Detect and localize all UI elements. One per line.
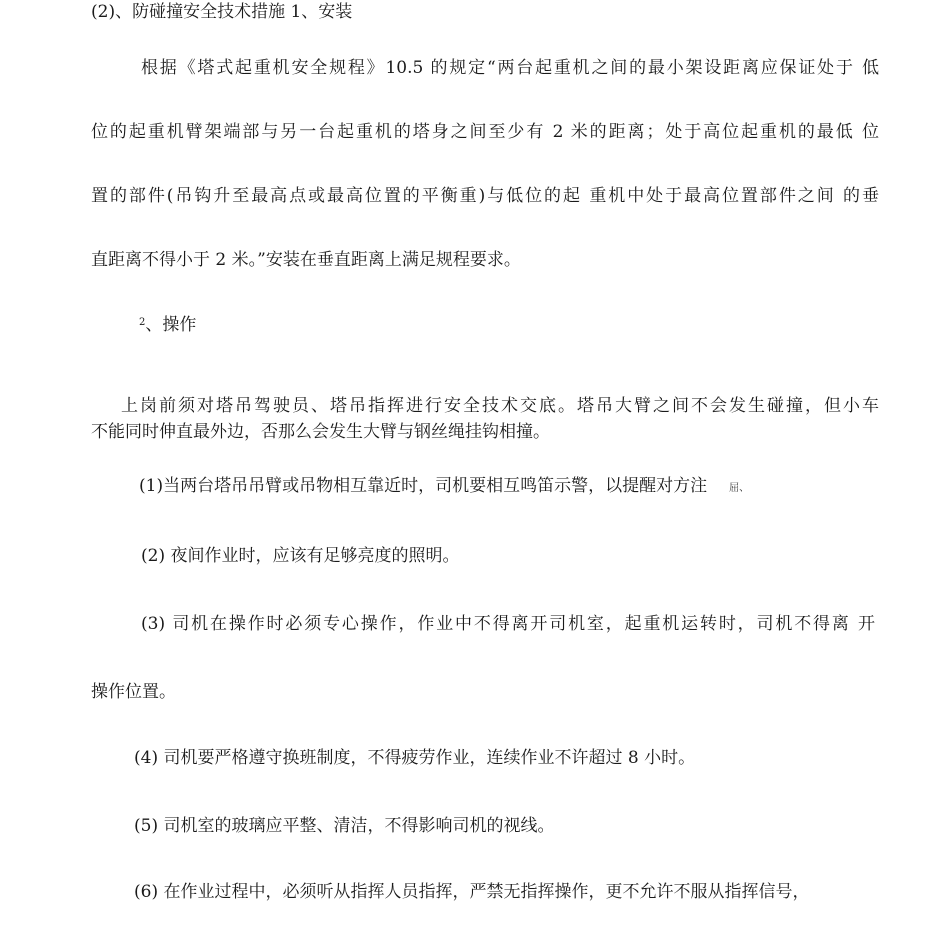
- list-item: (5) 司机室的玻璃应平整、清洁，不得影响司机的视线。: [134, 816, 555, 836]
- list-item-note: 屈、: [729, 483, 750, 494]
- paragraph-line: 位的起重机臂架端部与另一台起重机的塔身之间至少有 2 米的距离；处于高位起重机的最低 位: [91, 122, 879, 142]
- section-number: 2: [139, 317, 146, 328]
- list-item-continuation: 操作位置。: [91, 682, 176, 702]
- list-item: (4) 司机要严格遵守换班制度，不得疲劳作业，连续作业不许超过 8 小时。: [134, 748, 696, 768]
- list-item: (6) 在作业过程中，必须听从指挥人员指挥，严禁无指挥操作，更不允许不服从指挥信号，: [134, 882, 810, 902]
- paragraph-line: 直距离不得小于 2 米。”安装在垂直距离上满足规程要求。: [91, 250, 521, 270]
- paragraph-line: 不能同时伸直最外边，否那么会发生大臂与钢丝绳挂钩相撞。: [91, 422, 550, 442]
- list-item: (3) 司机在操作时必须专心操作，作业中不得离开司机室，起重机运转时，司机不得离 开: [141, 614, 875, 634]
- paragraph-line: 置的部件(吊钩升至最高点或最高位置的平衡重)与低位的起 重机中处于最高位置部件之间 的垂: [91, 186, 879, 206]
- list-item: (2) 夜间作业时，应该有足够亮度的照明。: [141, 546, 460, 566]
- section-label: 、操作: [145, 315, 197, 335]
- list-item-text: (1)当两台塔吊吊臂或吊物相互靠近时，司机要相互鸣笛示警，以提醒对方注: [139, 476, 708, 496]
- section-title: [139, 313, 929, 337]
- list-item: [139, 474, 859, 501]
- paragraph-line: 上岗前须对塔吊驾驶员、塔吊指挥进行安全技术交底。塔吊大臂之间不会发生碰撞，但小车: [121, 396, 879, 416]
- section-heading: (2)、防碰撞安全技术措施 1、安装: [91, 2, 353, 22]
- paragraph-line: 根据《塔式起重机安全规程》10.5 的规定“两台起重机之间的最小架设距离应保证处于 低: [141, 58, 879, 78]
